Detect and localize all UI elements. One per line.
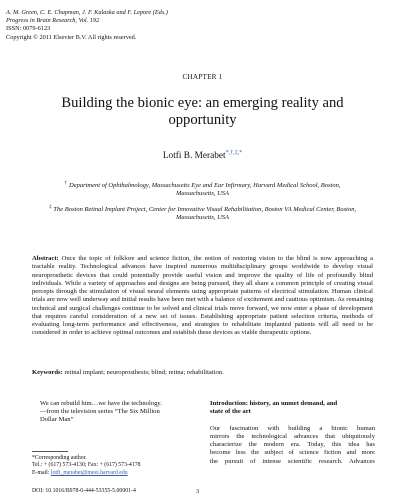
body-line: Our fascination with building a bionic human (210, 424, 375, 432)
section-heading-line: Introduction: history, an unmet demand, and (210, 400, 338, 407)
keywords-text: retinal implant; neuroprosthesis; blind; retina; rehabilitation. (64, 369, 224, 376)
copyright-line: Copyright © 2011 Elsevier B.V. All rights reserved. (6, 33, 137, 41)
section-heading-line: state of the art (210, 408, 251, 416)
abstract-text: optimism. As remaining technical and surgical challenges continue to be solved and clinical trials move (32, 296, 374, 312)
author-name: Lotfi B. Merabet (162, 151, 226, 162)
journal-header (6, 9, 168, 42)
abstract-text: effectiveness, and strategies to rehabilitate implanted patients will all need to be considered in order to (32, 321, 373, 337)
abstract (32, 255, 373, 338)
body-line: characterize the modern era. Today, this idea has (210, 441, 375, 449)
page-number: 3 (196, 488, 200, 495)
email-link[interactable]: lotfi_merabet@meei.harvard.edu (50, 469, 128, 476)
abstract-text: of visual neural elements using appropriate patterns of electrical stimulation. Human clinical trials are (32, 288, 373, 304)
author-line (0, 150, 405, 161)
abstract-text: are being pursued, they all share a common principle of creating visual percepts through the stimulation (32, 279, 374, 295)
title-line: opportunity (168, 112, 237, 128)
editors-line: A. M. Green, C. E. Chapman, J. F. Kalaska and F. Lepore (Eds.) (6, 9, 168, 16)
abstract-text: Establishing appropriate patient selection criteria, methods of evaluating long-term performance and (32, 312, 374, 328)
abstract-text: approaching a tractable reality. Technological advances have inspired numerous multidisciplinary groups (32, 255, 374, 271)
footnote (32, 455, 141, 477)
affiliation-line: Department of Ophthalmology, Massachusetts Eye and Ear Infirmary, Harvard Medical School, Boston, (69, 182, 341, 190)
contact-phone: Tel.: + (617) 573-4130; Fax: + (617) 573-4178 (32, 462, 141, 469)
affiliation-line: The Boston Retinal Implant Project, Center for Innovative Visual Rehabilitation, Boston VA Medical Center, Boston, (53, 206, 357, 214)
epigraph (40, 400, 200, 425)
section-body (210, 425, 375, 466)
body-line: the pursuit of intense scientific research. Advances (210, 457, 375, 465)
affiliation-line: Massachusetts, USA (175, 190, 230, 198)
keywords (32, 369, 373, 377)
abstract-text: worldwide to develop visual neuroprosthetic devices that could potentially provide useful vision and (32, 263, 373, 279)
body-line: mirrors the technological advances that ubiquitously (210, 432, 375, 440)
abstract-text: forward, we now enter a phase of development that requires careful consideration of a new set of issues. (32, 304, 373, 320)
affiliation-mark: ‡ (48, 205, 52, 210)
email-label: E-mail: (32, 469, 51, 476)
affiliation-2 (20, 204, 385, 223)
affiliation-line: Massachusetts, USA (175, 214, 230, 222)
abstract-text: Once the topic of folklore and science fiction, the notion of restoring vision to the blind is now (61, 255, 332, 262)
paper-title (20, 95, 385, 129)
epigraph-line: We can rebuild him…we have the technology. (40, 400, 162, 407)
doi: DOI: 10.1016/B978-0-444-53355-5.00001-4 (32, 488, 136, 494)
author-affiliation-marks[interactable]: *,†,‡,* (225, 150, 243, 156)
corresponding-author: *Corresponding author. (32, 455, 87, 461)
chapter-label: CHAPTER 1 (182, 73, 223, 81)
body-line: become less the subject of science fiction and more (210, 449, 375, 457)
section-heading (210, 400, 375, 417)
affiliation-1 (20, 180, 385, 199)
epigraph-line: —from the television series “The Six Million (40, 408, 160, 416)
issn-line: ISSN: 0079-6123 (6, 25, 51, 33)
title-line: Building the bionic eye: an emerging reality and (61, 95, 344, 111)
keywords-label: Keywords: (32, 369, 63, 376)
epigraph-line: Dollar Man” (40, 416, 74, 424)
introduction-section (210, 400, 375, 466)
abstract-text: now well underway and initial results have been met with a balance of excitement and cautious (56, 296, 308, 304)
series-line: Progress in Brain Research, Vol. 192 (6, 17, 100, 25)
affiliation-mark: † (64, 181, 68, 186)
abstract-text: improve the quality of life of profoundly blind individuals. While a variety of approaches and designs (32, 271, 373, 287)
footnote-divider (32, 451, 68, 452)
abstract-text: achieve optimal outcomes and establish these devices as viable therapeutic options. (91, 329, 312, 337)
abstract-label: Abstract: (32, 255, 59, 262)
